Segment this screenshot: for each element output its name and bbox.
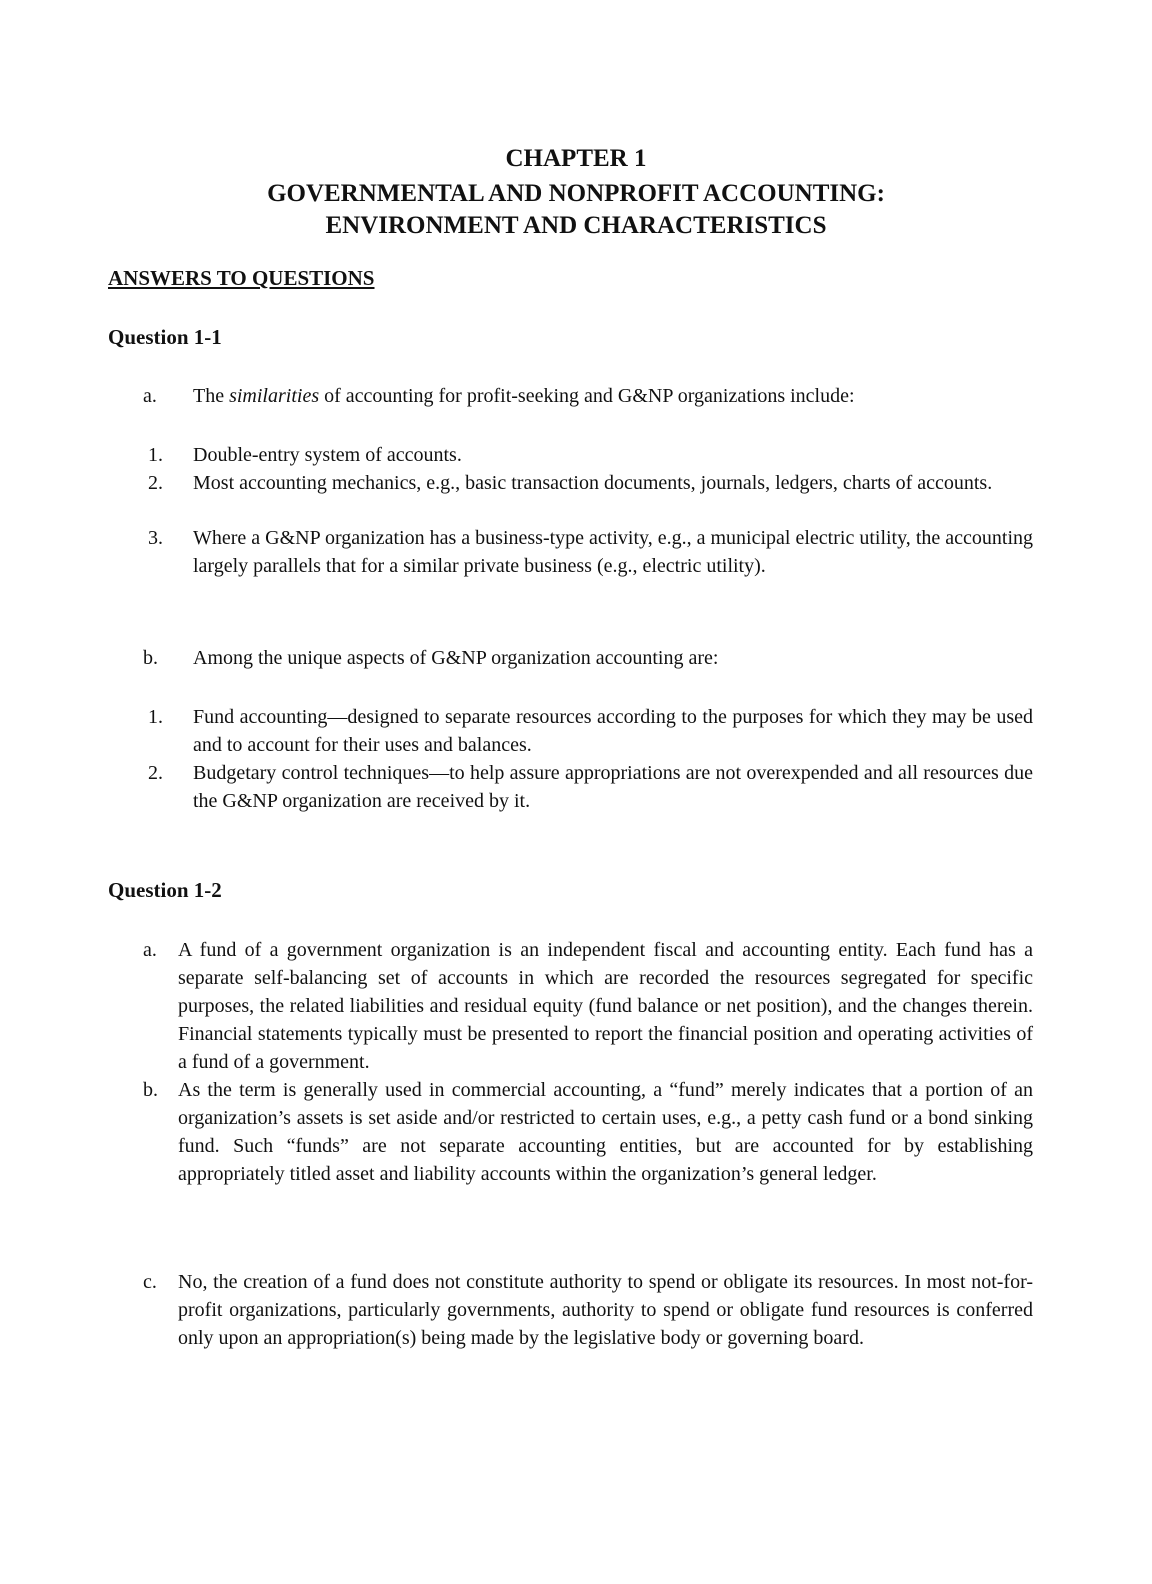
item-marker: c. <box>143 1271 157 1293</box>
paragraph-intro: Among the unique aspects of G&NP organization accounting are: <box>193 647 719 669</box>
item-marker: b. <box>143 647 158 669</box>
question-heading: Question 1-2 <box>108 878 222 902</box>
list-item: Double-entry system of accounts. <box>193 444 462 466</box>
chapter-number: CHAPTER 1 <box>505 145 647 172</box>
section-heading: ANSWERS TO QUESTIONS <box>108 266 375 290</box>
list-item: Most accounting mechanics, e.g., basic transaction documents, journals, ledgers, charts of accounts. <box>193 472 993 494</box>
item-marker: b. <box>143 1079 158 1101</box>
item-marker: a. <box>143 939 157 961</box>
question-heading: Question 1-1 <box>108 325 222 349</box>
chapter-title-line-2: ENVIRONMENT AND CHARACTERISTICS <box>325 212 827 239</box>
list-marker: 1. <box>148 444 163 466</box>
list-marker: 2. <box>148 472 163 494</box>
list-item: Where a G&NP organization has a business-type activity, e.g., a municipal electric utility, the accounting largely parallels that for a similar private business (e.g., electric utility). <box>193 527 1033 577</box>
list-marker: 3. <box>148 527 163 549</box>
answer-paragraph: No, the creation of a fund does not constitute authority to spend or obligate its resources. In most not-for-profit organizations, particularly governments, authority to spend or obligate fund resources is conferred only upon an appropriation(s) being made by the legislative body or governing board. <box>178 1271 1033 1349</box>
list-marker: 2. <box>148 762 163 784</box>
chapter-title-line-1: GOVERNMENTAL AND NONPROFIT ACCOUNTING: <box>267 180 885 207</box>
list-marker: 1. <box>148 706 163 728</box>
list-item: Budgetary control techniques—to help assure appropriations are not overexpended and all resources due the G&NP organization are received by it. <box>193 762 1033 812</box>
answer-paragraph: A fund of a government organization is an independent fiscal and accounting entity. Each fund has a separate self-balancing set of accounts in which are recorded the resources segregated for specific purposes, the related liabilities and residual equity (fund balance or net position), and the changes therein. Financial statements typically must be presented to report the financial position and operating activities of a fund of a government. <box>178 939 1033 1073</box>
emphasis-text: similarities <box>229 385 320 407</box>
paragraph-intro: The similarities of accounting for profit-seeking and G&NP organizations include: <box>193 385 855 407</box>
item-marker: a. <box>143 385 157 407</box>
answer-paragraph: As the term is generally used in commercial accounting, a “fund” merely indicates that a portion of an organization’s assets is set aside and/or restricted to certain uses, e.g., a petty cash fund or a bond sinking fund. Such “funds” are not separate accounting entities, but are accounted for by establishing appropriately titled asset and liability accounts within the organization’s general ledger. <box>178 1079 1033 1185</box>
list-item: Fund accounting—designed to separate resources according to the purposes for which they may be used and to account for their uses and balances. <box>193 706 1033 756</box>
